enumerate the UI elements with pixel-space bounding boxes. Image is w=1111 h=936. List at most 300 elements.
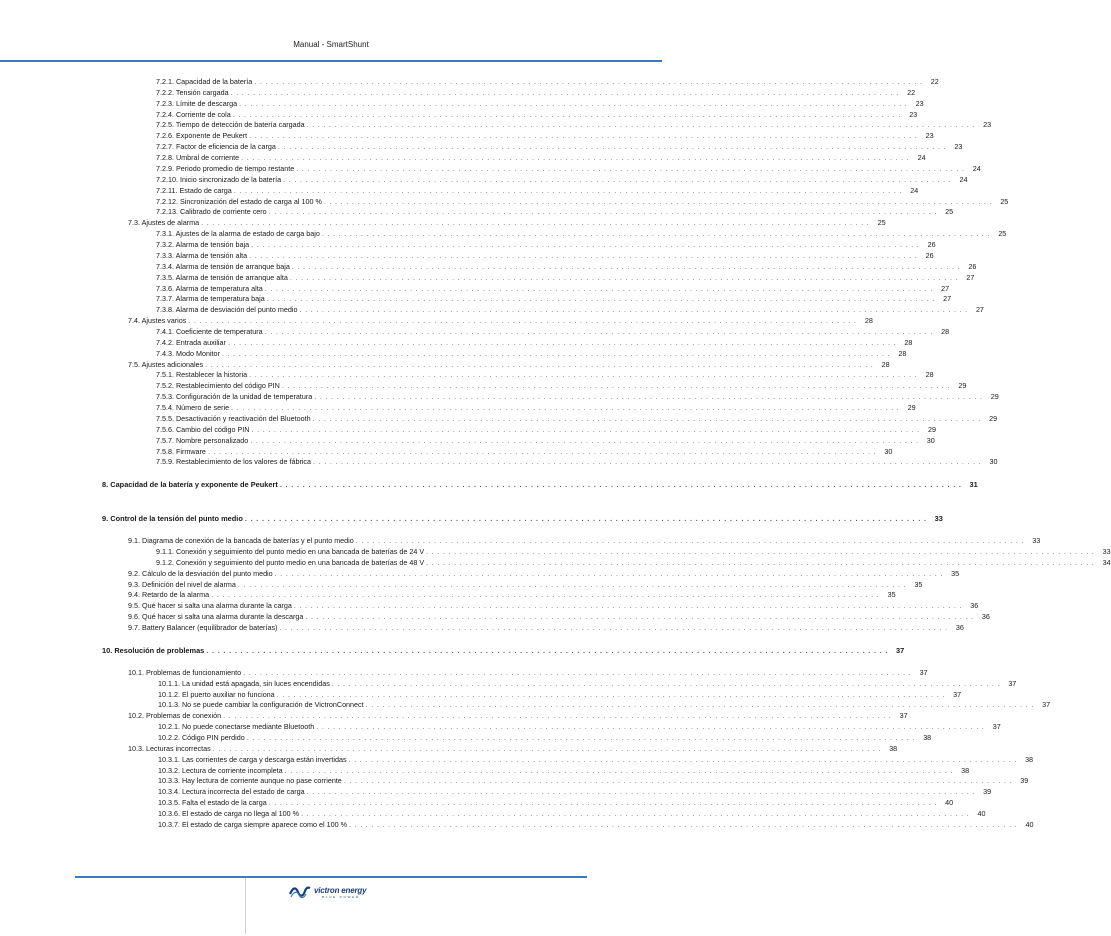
toc-entry-title bbox=[128, 217, 199, 228]
toc-entry-number: 10. bbox=[102, 645, 113, 655]
toc-entry-title bbox=[156, 435, 248, 446]
toc-entry-title bbox=[156, 348, 220, 359]
toc-entry[interactable] bbox=[128, 359, 890, 370]
toc-page-number: 28 bbox=[864, 316, 873, 326]
footer-divider-left bbox=[75, 876, 245, 878]
toc-entry-number: 7.2.2. bbox=[156, 87, 174, 97]
toc-entry-text: Factor de eficiencia de la carga bbox=[175, 142, 276, 152]
toc-chapter-entry[interactable] bbox=[102, 645, 905, 656]
toc-page-number: 37 bbox=[992, 722, 1001, 732]
toc-dot-leader: . . . . . . . . . . . . . . . . . . . . . . . . . . . . . . . . . . . . . . . . . . . . . . . . . . . . . . . . . . . . . . . . . . . . . . . . . . . . . . . . . . . . . . . . . . . . . . . . . . . . . . . . . . . . . . . . . . . . . . . . bbox=[251, 240, 920, 250]
toc-entry[interactable] bbox=[156, 76, 939, 87]
toc-entry-number: 10.1. bbox=[128, 667, 144, 677]
toc-page-number: 23 bbox=[954, 142, 963, 152]
toc-entry[interactable] bbox=[156, 348, 907, 359]
toc-page-number: 36 bbox=[981, 612, 990, 622]
toc-entry-title bbox=[158, 786, 305, 797]
toc-entry[interactable] bbox=[128, 611, 990, 622]
toc-entry[interactable] bbox=[158, 754, 1034, 765]
toc-dot-leader: . . . . . . . . . . . . . . . . . . . . . . . . . . . . . . . . . . . . . . . . . . . . . . . . . . . . . . . . . . . . . . . . . . . . . . . . . . . . . . . . . . . . . . . . . . . . . . . . . . . . . . . . . . . . . . . . . . . . . . . . bbox=[268, 207, 938, 217]
toc-entry-title bbox=[158, 775, 342, 786]
toc-entry-number: 7.5.4. bbox=[156, 403, 174, 413]
toc-entry-text: Alarma de desviación del punto medio bbox=[175, 305, 298, 315]
toc-entry[interactable] bbox=[156, 446, 893, 457]
toc-dot-leader: . . . . . . . . . . . . . . . . . . . . . . . . . . . . . . . . . . . . . . . . . . . . . . . . . . . . . . . . . . . . . . . . . . . . . . . . . . . . . . . . . . . . . . . . . . . . . . . . . . . . . . . . . . . . . . . . . . . . . . . . bbox=[323, 196, 993, 206]
toc-entry-text: La unidad está apagada, sin luces encendidas bbox=[181, 678, 330, 688]
toc-entry-text: Estado de carga bbox=[179, 185, 232, 195]
page-header bbox=[0, 0, 662, 62]
toc-dot-leader: . . . . . . . . . . . . . . . . . . . . . . . . . . . . . . . . . . . . . . . . . . . . . . . . . . . . . . . . . . . . . . . . . . . . . . . . . . . . . . . . . . . . . . . . . . . . . . . . . . . . . . . . . . . . . . . . . . . . . . . . bbox=[279, 480, 962, 490]
toc-page-number: 26 bbox=[968, 261, 977, 271]
toc-entry[interactable] bbox=[158, 765, 970, 776]
toc-dot-leader: . . . . . . . . . . . . . . . . . . . . . . . . . . . . . . . . . . . . . . . . . . . . . . . . . . . . . . . . . . . . . . . . . . . . . . . . . . . . . . . . . . . . . . . . . . . . . . . . . . . . . . . . . . . . . . . . . . . . . . . . bbox=[331, 678, 1001, 688]
toc-entry[interactable] bbox=[158, 808, 986, 819]
toc-entry-number: 7.2.13. bbox=[156, 207, 178, 217]
toc-entry-text: Firmware bbox=[175, 446, 206, 456]
toc-entry-title bbox=[156, 413, 311, 424]
toc-dot-leader: . . . . . . . . . . . . . . . . . . . . . . . . . . . . . . . . . . . . . . . . . . . . . . . . . . . . . . . . . . . . . . . . . . . . . . . . . . . . . . . . . . . . . . . . . . . . . . . . . . . . . . . . . . . . . . . . . . . . . . . . bbox=[293, 601, 963, 611]
toc-entry-number: 7.3.3. bbox=[156, 250, 174, 260]
toc-entry-title bbox=[156, 446, 206, 457]
toc-entry[interactable] bbox=[128, 315, 873, 326]
toc-dot-leader: . . . . . . . . . . . . . . . . . . . . . . . . . . . . . . . . . . . . . . . . . . . . . . . . . . . . . . . . . . . . . . . . . . . . . . . . . . . . . . . . . . . . . . . . . . . . . . . . . . . . . . . . . . . . . . . . . . . . . . . . bbox=[314, 392, 983, 402]
toc-entry[interactable] bbox=[156, 250, 934, 261]
toc-entry[interactable] bbox=[128, 600, 979, 611]
toc-page-number: 26 bbox=[925, 250, 934, 260]
toc-dot-leader: . . . . . . . . . . . . . . . . . . . . . . . . . . . . . . . . . . . . . . . . . . . . . . . . . . . . . . . . . . . . . . . . . . . . . . . . . . . . . . . . . . . . . . . . . . . . . . . . . . . . . . . . . . . . . . . . . . . . . . . . bbox=[206, 645, 889, 655]
toc-entry-text: Exponente de Peukert bbox=[175, 131, 248, 141]
victron-wave-icon bbox=[289, 885, 311, 899]
toc-entry-number: 9.1.1. bbox=[156, 546, 174, 556]
toc-dot-leader: . . . . . . . . . . . . . . . . . . . . . . . . . . . . . . . . . . . . . . . . . . . . . . . . . . . . . . . . . . . . . . . . . . . . . . . . . . . . . . . . . . . . . . . . . . . . . . . . . . . . . . . . . . . . . . . . . . . . . . . . bbox=[264, 327, 934, 336]
toc-entry-number: 7.3. bbox=[128, 218, 140, 228]
toc-entry-number: 10.3.4. bbox=[158, 787, 180, 797]
toc-entry[interactable] bbox=[156, 228, 1007, 239]
toc-entry-title bbox=[128, 359, 203, 370]
toc-entry[interactable] bbox=[156, 456, 998, 467]
toc-page-number: 23 bbox=[915, 98, 924, 108]
toc-entry-text: Inicio sincronizado de la batería bbox=[179, 174, 282, 184]
toc-page-number: 29 bbox=[989, 413, 998, 423]
toc-entry-number: 10.1.1. bbox=[158, 678, 180, 688]
toc-entry-title bbox=[156, 304, 297, 315]
toc-entry-number: 7.2.7. bbox=[156, 142, 174, 152]
toc-dot-leader: . . . . . . . . . . . . . . . . . . . . . . . . . . . . . . . . . . . . . . . . . . . . . . . . . . . . . . . . . . . . . . . . . . . . . . . . . . . . . . . . . . . . . . . . . . . . . . . . . . . . . . . . . . . . . . . . . . . . . . . . bbox=[426, 557, 1095, 567]
toc-entry-number: 7.5.5. bbox=[156, 413, 174, 423]
toc-entry[interactable] bbox=[156, 109, 918, 120]
toc-page-number: 28 bbox=[925, 370, 934, 380]
toc-dot-leader: . . . . . . . . . . . . . . . . . . . . . . . . . . . . . . . . . . . . . . . . . . . . . . . . . . . . . . . . . . . . . . . . . . . . . . . . . . . . . . . . . . . . . . . . . . . . . . . . . . . . . . . . . . . . . . . . . . . . . . . . bbox=[276, 689, 946, 699]
toc-dot-leader: . . . . . . . . . . . . . . . . . . . . . . . . . . . . . . . . . . . . . . . . . . . . . . . . . . . . . . . . . . . . . . . . . . . . . . . . . . . . . . . . . . . . . . . . . . . . . . . . . . . . . . . . . . . . . . . . . . . . . . . . bbox=[301, 809, 970, 819]
toc-entry-text: Sincronización del estado de carga al 100 % bbox=[179, 196, 322, 206]
toc-dot-leader: . . . . . . . . . . . . . . . . . . . . . . . . . . . . . . . . . . . . . . . . . . . . . . . . . . . . . . . . . . . . . . . . . . . . . . . . . . . . . . . . . . . . . . . . . . . . . . . . . . . . . . . . . . . . . . . . . . . . . . . . bbox=[316, 722, 985, 732]
toc-entry[interactable] bbox=[156, 413, 998, 424]
toc-dot-leader: . . . . . . . . . . . . . . . . . . . . . . . . . . . . . . . . . . . . . . . . . . . . . . . . . . . . . . . . . . . . . . . . . . . . . . . . . . . . . . . . . . . . . . . . . . . . . . . . . . . . . . . . . . . . . . . . . . . . . . . . bbox=[249, 131, 918, 141]
toc-entry-number: 7.3.1. bbox=[156, 229, 174, 239]
toc-dot-leader: . . . . . . . . . . . . . . . . . . . . . . . . . . . . . . . . . . . . . . . . . . . . . . . . . . . . . . . . . . . . . . . . . . . . . . . . . . . . . . . . . . . . . . . . . . . . . . . . . . . . . . . . . . . . . . . . . . . . . . . . bbox=[281, 381, 951, 391]
toc-entry-number: 7.3.5. bbox=[156, 272, 174, 282]
toc-entry[interactable] bbox=[128, 710, 908, 721]
toc-entry[interactable] bbox=[128, 622, 964, 633]
toc-entry-number: 10.2.1. bbox=[158, 722, 180, 732]
toc-entry-text: Calibrado de corriente cero bbox=[179, 207, 267, 217]
toc-entry[interactable] bbox=[156, 304, 984, 315]
toc-entry-title bbox=[156, 141, 276, 152]
toc-entry[interactable] bbox=[156, 206, 954, 217]
toc-dot-leader: . . . . . . . . . . . . . . . . . . . . . . . . . . . . . . . . . . . . . . . . . . . . . . . . . . . . . . . . . . . . . . . . . . . . . . . . . . . . . . . . . . . . . . . . . . . . . . . . . . . . . . . . . . . . . . . . . . . . . . . . bbox=[254, 77, 923, 86]
toc-page-number: 29 bbox=[958, 381, 967, 391]
brand-tagline: BLUE POWER bbox=[322, 894, 361, 899]
toc-entry-text: Desactivación y reactivación del Bluetooth bbox=[175, 413, 311, 423]
toc-entry-number: 10.3. bbox=[128, 743, 144, 753]
toc-entry[interactable] bbox=[156, 98, 924, 109]
toc-dot-leader: . . . . . . . . . . . . . . . . . . . . . . . . . . . . . . . . . . . . . . . . . . . . . . . . . . . . . . . . . . . . . . . . . . . . . . . . . . . . . . . . . . . . . . . . . . . . . . . . . . . . . . . . . . . . . . . . . . . . . . . . bbox=[283, 174, 952, 184]
toc-entry[interactable] bbox=[158, 678, 1017, 689]
toc-entry-title bbox=[158, 797, 267, 808]
toc-page-number: 37 bbox=[899, 711, 908, 721]
toc-page-number: 23 bbox=[983, 120, 992, 130]
toc-dot-leader: . . . . . . . . . . . . . . . . . . . . . . . . . . . . . . . . . . . . . . . . . . . . . . . . . . . . . . . . . . . . . . . . . . . . . . . . . . . . . . . . . . . . . . . . . . . . . . . . . . . . . . . . . . . . . . . . . . . . . . . . bbox=[207, 446, 877, 456]
toc-dot-leader: . . . . . . . . . . . . . . . . . . . . . . . . . . . . . . . . . . . . . . . . . . . . . . . . . . . . . . . . . . . . . . . . . . . . . . . . . . . . . . . . . . . . . . . . . . . . . . . . . . . . . . . . . . . . . . . . . . . . . . . . bbox=[277, 142, 947, 152]
toc-entry-number: 10.3.5. bbox=[158, 798, 180, 808]
toc-dot-leader: . . . . . . . . . . . . . . . . . . . . . . . . . . . . . . . . . . . . . . . . . . . . . . . . . . . . . . . . . . . . . . . . . . . . . . . . . . . . . . . . . . . . . . . . . . . . . . . . . . . . . . . . . . . . . . . . . . . . . . . . bbox=[223, 711, 892, 721]
toc-entry[interactable] bbox=[156, 87, 916, 98]
toc-entry[interactable] bbox=[158, 797, 954, 808]
toc-entry-number: 7.3.2. bbox=[156, 240, 174, 250]
toc-entry-text: Modo Monitor bbox=[175, 348, 220, 358]
toc-entry-number: 9.1. bbox=[128, 536, 140, 546]
toc-entry-title bbox=[156, 98, 237, 109]
toc-entry-title bbox=[158, 689, 275, 700]
toc-dot-leader: . . . . . . . . . . . . . . . . . . . . . . . . . . . . . . . . . . . . . . . . . . . . . . . . . . . . . . . . . . . . . . . . . . . . . . . . . . . . . . . . . . . . . . . . . . . . . . . . . . . . . . . . . . . . . . . . . . . . . . . . bbox=[244, 514, 927, 524]
toc-page-number: 37 bbox=[919, 667, 928, 677]
toc-entry-title bbox=[128, 600, 292, 611]
toc-entry-text: Tiempo de detección de batería cargada bbox=[175, 120, 305, 130]
toc-entry[interactable] bbox=[128, 535, 1041, 546]
toc-dot-leader: . . . . . . . . . . . . . . . . . . . . . . . . . . . . . . . . . . . . . . . . . . . . . . . . . . . . . . . . . . . . . . . . . . . . . . . . . . . . . . . . . . . . . . . . . . . . . . . . . . . . . . . . . . . . . . . . . . . . . . . . bbox=[426, 546, 1095, 556]
toc-page-number: 22 bbox=[907, 87, 916, 97]
toc-entry[interactable] bbox=[156, 369, 934, 380]
toc-entry-title bbox=[156, 119, 305, 130]
toc-dot-leader: . . . . . . . . . . . . . . . . . . . . . . . . . . . . . . . . . . . . . . . . . . . . . . . . . . . . . . . . . . . . . . . . . . . . . . . . . . . . . . . . . . . . . . . . . . . . . . . . . . . . . . . . . . . . . . . . . . . . . . . . bbox=[348, 754, 1018, 764]
toc-entry-title bbox=[156, 546, 424, 557]
toc-dot-leader: . . . . . . . . . . . . . . . . . . . . . . . . . . . . . . . . . . . . . . . . . . . . . . . . . . . . . . . . . . . . . . . . . . . . . . . . . . . . . . . . . . . . . . . . . . . . . . . . . . . . . . . . . . . . . . . . . . . . . . . . bbox=[212, 743, 882, 753]
toc-entry-number: 10.2. bbox=[128, 711, 144, 721]
toc-entry-title bbox=[156, 557, 424, 568]
toc-page-number: 33 bbox=[1102, 546, 1111, 556]
toc-page-number: 35 bbox=[887, 590, 896, 600]
toc-entry[interactable] bbox=[156, 546, 1111, 557]
toc-entry-number: 7.3.4. bbox=[156, 261, 174, 271]
toc-entry-number: 7.2.3. bbox=[156, 98, 174, 108]
toc-entry-number: 8. bbox=[102, 480, 109, 490]
toc-entry-title bbox=[128, 579, 236, 590]
toc-entry[interactable] bbox=[156, 163, 981, 174]
toc-entry-text: Umbral de corriente bbox=[175, 153, 240, 163]
toc-entry[interactable] bbox=[128, 667, 928, 678]
toc-entry[interactable] bbox=[156, 141, 963, 152]
toc-entry[interactable] bbox=[156, 239, 936, 250]
toc-entry-text: Restablecimiento del código PIN bbox=[175, 381, 280, 391]
footer-separator bbox=[245, 878, 246, 934]
toc-entry-text: Qué hacer si salta una alarma durante la descarga bbox=[142, 612, 304, 622]
toc-entry[interactable] bbox=[156, 557, 1111, 568]
toc-entry-title bbox=[156, 261, 290, 272]
toc-dot-leader: . . . . . . . . . . . . . . . . . . . . . . . . . . . . . . . . . . . . . . . . . . . . . . . . . . . . . . . . . . . . . . . . . . . . . . . . . . . . . . . . . . . . . . . . . . . . . . . . . . . . . . . . . . . . . . . . . . . . . . . . bbox=[289, 272, 959, 282]
toc-entry-text: Lecturas incorrectas bbox=[146, 743, 211, 753]
toc-entry-number: 7.5.8. bbox=[156, 446, 174, 456]
toc-dot-leader: . . . . . . . . . . . . . . . . . . . . . . . . . . . . . . . . . . . . . . . . . . . . . . . . . . . . . . . . . . . . . . . . . . . . . . . . . . . . . . . . . . . . . . . . . . . . . . . . . . . . . . . . . . . . . . . . . . . . . . . . bbox=[249, 250, 918, 260]
toc-entry[interactable] bbox=[158, 689, 962, 700]
toc-page-number: 28 bbox=[898, 348, 907, 358]
toc-entry[interactable] bbox=[156, 185, 919, 196]
toc-entry-title bbox=[156, 185, 232, 196]
toc-entry-text: Alarma de temperatura alta bbox=[175, 283, 263, 293]
toc-entry-title bbox=[156, 239, 249, 250]
toc-page-number: 28 bbox=[941, 327, 950, 336]
toc-dot-leader: . . . . . . . . . . . . . . . . . . . . . . . . . . . . . . . . . . . . . . . . . . . . . . . . . . . . . . . . . . . . . . . . . . . . . . . . . . . . . . . . . . . . . . . . . . . . . . . . . . . . . . . . . . . . . . . . . . . . . . . . bbox=[343, 776, 1013, 786]
toc-dot-leader: . . . . . . . . . . . . . . . . . . . . . . . . . . . . . . . . . . . . . . . . . . . . . . . . . . . . . . . . . . . . . . . . . . . . . . . . . . . . . . . . . . . . . . . . . . . . . . . . . . . . . . . . . . . . . . . . . . . . . . . . bbox=[365, 700, 1035, 710]
toc-entry-text: Problemas de conexión bbox=[146, 711, 222, 721]
toc-entry-number: 7.2.12. bbox=[156, 196, 178, 206]
toc-entry-title bbox=[156, 163, 294, 174]
toc-entry-title bbox=[156, 293, 265, 304]
toc-entry-text: Conexión y seguimiento del punto medio en una bancada de baterías de 48 V bbox=[175, 557, 425, 567]
toc-entry[interactable] bbox=[156, 391, 999, 402]
toc-entry[interactable] bbox=[156, 152, 926, 163]
toc-entry-number: 9.1.2. bbox=[156, 557, 174, 567]
toc-entry-text: Límite de descarga bbox=[175, 98, 238, 108]
toc-entry-title bbox=[158, 732, 245, 743]
toc-page-number: 34 bbox=[1102, 557, 1111, 567]
toc-page-number: 27 bbox=[943, 294, 952, 304]
toc-entry[interactable] bbox=[156, 119, 992, 130]
toc-entry-text: Cálculo de la desviación del punto medio bbox=[142, 568, 273, 578]
toc-page-number: 37 bbox=[1008, 678, 1017, 688]
toc-entry-text: Retardo de la alarma bbox=[142, 590, 210, 600]
toc-entry-number: 10.1.3. bbox=[158, 700, 180, 710]
header-divider bbox=[0, 60, 662, 62]
toc-entry-number: 7.4.1. bbox=[156, 327, 174, 336]
toc-entry[interactable] bbox=[158, 699, 1051, 710]
page-footer bbox=[0, 870, 662, 936]
toc-entry-text: Definición del nivel de alarma bbox=[142, 579, 236, 589]
toc-entry-number: 7.5. bbox=[128, 359, 140, 369]
toc-entry[interactable] bbox=[156, 380, 967, 391]
toc-entry[interactable] bbox=[156, 283, 950, 294]
toc-entry[interactable] bbox=[128, 589, 896, 600]
toc-page-number: 25 bbox=[945, 207, 954, 217]
toc-entry-number: 7.5.2. bbox=[156, 381, 174, 391]
toc-entry-title bbox=[156, 109, 231, 120]
toc-entry-text: Diagrama de conexión de la bancada de baterías y el punto medio bbox=[142, 536, 354, 546]
toc-page-number: 24 bbox=[910, 185, 919, 195]
toc-page-number: 40 bbox=[977, 809, 986, 819]
toc-entry-text: El estado de carga no llega al 100 % bbox=[181, 809, 300, 819]
toc-entry-text: Coeficiente de temperatura bbox=[175, 327, 263, 336]
toc-page-number: 25 bbox=[1000, 196, 1009, 206]
toc-page-number: 38 bbox=[923, 732, 932, 742]
toc-entry-title bbox=[156, 76, 252, 87]
toc-dot-leader: . . . . . . . . . . . . . . . . . . . . . . . . . . . . . . . . . . . . . . . . . . . . . . . . . . . . . . . . . . . . . . . . . . . . . . . . . . . . . . . . . . . . . . . . . . . . . . . . . . . . . . . . . . . . . . . . . . . . . . . . bbox=[251, 424, 920, 434]
toc-dot-leader: . . . . . . . . . . . . . . . . . . . . . . . . . . . . . . . . . . . . . . . . . . . . . . . . . . . . . . . . . . . . . . . . . . . . . . . . . . . . . . . . . . . . . . . . . . . . . . . . . . . . . . . . . . . . . . . . . . . . . . . . bbox=[274, 568, 944, 578]
toc-dot-leader: . . . . . . . . . . . . . . . . . . . . . . . . . . . . . . . . . . . . . . . . . . . . . . . . . . . . . . . . . . . . . . . . . . . . . . . . . . . . . . . . . . . . . . . . . . . . . . . . . . . . . . . . . . . . . . . . . . . . . . . . bbox=[211, 590, 880, 600]
toc-page-number: 36 bbox=[970, 601, 979, 611]
brand-name: victron energy bbox=[314, 885, 367, 895]
toc-page-number: 25 bbox=[877, 218, 886, 228]
toc-entry[interactable] bbox=[128, 217, 886, 228]
toc-dot-leader: . . . . . . . . . . . . . . . . . . . . . . . . . . . . . . . . . . . . . . . . . . . . . . . . . . . . . . . . . . . . . . . . . . . . . . . . . . . . . . . . . . . . . . . . . . . . . . . . . . . . . . . . . . . . . . . . . . . . . . . . bbox=[243, 667, 912, 677]
toc-dot-leader: . . . . . . . . . . . . . . . . . . . . . . . . . . . . . . . . . . . . . . . . . . . . . . . . . . . . . . . . . . . . . . . . . . . . . . . . . . . . . . . . . . . . . . . . . . . . . . . . . . . . . . . . . . . . . . . . . . . . . . . . bbox=[349, 819, 1018, 829]
toc-entry[interactable] bbox=[158, 786, 992, 797]
toc-page-number: 39 bbox=[1020, 776, 1029, 786]
toc-entry-title bbox=[102, 479, 278, 490]
toc-entry-number: 9.7. bbox=[128, 623, 140, 633]
toc-entry-number: 7.2.4. bbox=[156, 109, 174, 119]
toc-entry-text: Restablecer la historia bbox=[175, 370, 248, 380]
toc-entry-text: No puede conectarse mediante Bluetooth bbox=[181, 722, 315, 732]
toc-entry-title bbox=[158, 721, 314, 732]
toc-page-number: 35 bbox=[951, 568, 960, 578]
toc-dot-leader: . . . . . . . . . . . . . . . . . . . . . . . . . . . . . . . . . . . . . . . . . . . . . . . . . . . . . . . . . . . . . . . . . . . . . . . . . . . . . . . . . . . . . . . . . . . . . . . . . . . . . . . . . . . . . . . . . . . . . . . . bbox=[188, 316, 857, 326]
toc-entry[interactable] bbox=[158, 721, 1001, 732]
toc-entry-title bbox=[102, 513, 243, 524]
toc-entry[interactable] bbox=[158, 775, 1029, 786]
toc-dot-leader: . . . . . . . . . . . . . . . . . . . . . . . . . . . . . . . . . . . . . . . . . . . . . . . . . . . . . . . . . . . . . . . . . . . . . . . . . . . . . . . . . . . . . . . . . . . . . . . . . . . . . . . . . . . . . . . . . . . . . . . . bbox=[321, 229, 991, 239]
toc-entry-text: Número de serie bbox=[175, 403, 230, 413]
toc-entry-number: 7.2.6. bbox=[156, 131, 174, 141]
toc-entry[interactable] bbox=[156, 293, 952, 304]
toc-entry-text: El puerto auxiliar no funciona bbox=[181, 689, 275, 699]
toc-entry-number: 7.3.7. bbox=[156, 294, 174, 304]
toc-dot-leader: . . . . . . . . . . . . . . . . . . . . . . . . . . . . . . . . . . . . . . . . . . . . . . . . . . . . . . . . . . . . . . . . . . . . . . . . . . . . . . . . . . . . . . . . . . . . . . . . . . . . . . . . . . . . . . . . . . . . . . . . bbox=[305, 612, 974, 622]
toc-dot-leader: . . . . . . . . . . . . . . . . . . . . . . . . . . . . . . . . . . . . . . . . . . . . . . . . . . . . . . . . . . . . . . . . . . . . . . . . . . . . . . . . . . . . . . . . . . . . . . . . . . . . . . . . . . . . . . . . . . . . . . . . bbox=[249, 370, 918, 380]
toc-entry[interactable] bbox=[158, 732, 932, 743]
toc-entry[interactable] bbox=[156, 326, 950, 337]
toc-entry-number: 9. bbox=[102, 514, 109, 524]
toc-entry-text: Capacidad de la batería bbox=[175, 77, 253, 86]
toc-dot-leader: . . . . . . . . . . . . . . . . . . . . . . . . . . . . . . . . . . . . . . . . . . . . . . . . . . . . . . . . . . . . . . . . . . . . . . . . . . . . . . . . . . . . . . . . . . . . . . . . . . . . . . . . . . . . . . . . . . . . . . . . bbox=[232, 109, 902, 119]
toc-page-number: 40 bbox=[945, 798, 954, 808]
toc-entry-number: 7.4.2. bbox=[156, 337, 174, 347]
toc-entry-title bbox=[156, 337, 226, 348]
toc-dot-leader: . . . . . . . . . . . . . . . . . . . . . . . . . . . . . . . . . . . . . . . . . . . . . . . . . . . . . . . . . . . . . . . . . . . . . . . . . . . . . . . . . . . . . . . . . . . . . . . . . . . . . . . . . . . . . . . . . . . . . . . . bbox=[296, 163, 965, 173]
toc-entry-title bbox=[128, 535, 354, 546]
toc-page-number: 29 bbox=[907, 403, 916, 413]
toc-dot-leader: . . . . . . . . . . . . . . . . . . . . . . . . . . . . . . . . . . . . . . . . . . . . . . . . . . . . . . . . . . . . . . . . . . . . . . . . . . . . . . . . . . . . . . . . . . . . . . . . . . . . . . . . . . . . . . . . . . . . . . . . bbox=[205, 359, 874, 369]
toc-dot-leader: . . . . . . . . . . . . . . . . . . . . . . . . . . . . . . . . . . . . . . . . . . . . . . . . . . . . . . . . . . . . . . . . . . . . . . . . . . . . . . . . . . . . . . . . . . . . . . . . . . . . . . . . . . . . . . . . . . . . . . . . bbox=[221, 348, 891, 358]
toc-chapter-entry[interactable] bbox=[102, 513, 943, 524]
toc-entry-text: Restablecimiento de los valores de fábrica bbox=[175, 457, 312, 467]
toc-dot-leader: . . . . . . . . . . . . . . . . . . . . . . . . . . . . . . . . . . . . . . . . . . . . . . . . . . . . . . . . . . . . . . . . . . . . . . . . . . . . . . . . . . . . . . . . . . . . . . . . . . . . . . . . . . . . . . . . . . . . . . . . bbox=[201, 218, 870, 228]
toc-dot-leader: . . . . . . . . . . . . . . . . . . . . . . . . . . . . . . . . . . . . . . . . . . . . . . . . . . . . . . . . . . . . . . . . . . . . . . . . . . . . . . . . . . . . . . . . . . . . . . . . . . . . . . . . . . . . . . . . . . . . . . . . bbox=[239, 98, 908, 108]
toc-entry-title bbox=[128, 710, 221, 721]
toc-dot-leader: . . . . . . . . . . . . . . . . . . . . . . . . . . . . . . . . . . . . . . . . . . . . . . . . . . . . . . . . . . . . . . . . . . . . . . . . . . . . . . . . . . . . . . . . . . . . . . . . . . . . . . . . . . . . . . . . . . . . . . . . bbox=[355, 536, 1025, 546]
toc-entry[interactable] bbox=[156, 261, 977, 272]
toc-entry[interactable] bbox=[156, 337, 913, 348]
toc-entry-text: Battery Balancer (equilibrador de baterías) bbox=[142, 623, 278, 633]
toc-entry-title bbox=[158, 808, 299, 819]
toc-entry-text: El estado de carga siempre aparece como el 100 % bbox=[181, 819, 347, 829]
toc-entry-text: Alarma de tensión alta bbox=[175, 250, 248, 260]
toc-entry-text: Capacidad de la batería y exponente de Peukert bbox=[110, 480, 278, 490]
toc-chapter-entry[interactable] bbox=[102, 479, 978, 490]
toc-entry-text: Ajustes de la alarma de estado de carga bajo bbox=[175, 229, 320, 239]
toc-entry-title bbox=[158, 699, 364, 710]
toc-entry-number: 7.5.1. bbox=[156, 370, 174, 380]
toc-entry-text: Las corrientes de carga y descarga están invertidas bbox=[181, 754, 347, 764]
toc-entry-text: No se puede cambiar la configuración de VictronConnect bbox=[181, 700, 364, 710]
toc-entry[interactable] bbox=[156, 424, 936, 435]
toc-entry-title bbox=[156, 228, 320, 239]
toc-entry-number: 7.2.10. bbox=[156, 174, 178, 184]
toc-page-number: 30 bbox=[989, 457, 998, 467]
toc-entry-number: 10.3.6. bbox=[158, 809, 180, 819]
toc-entry[interactable] bbox=[128, 579, 923, 590]
toc-entry[interactable] bbox=[156, 196, 1009, 207]
toc-entry-title bbox=[156, 456, 311, 467]
toc-entry-text: Alarma de tensión baja bbox=[175, 240, 250, 250]
toc-dot-leader: . . . . . . . . . . . . . . . . . . . . . . . . . . . . . . . . . . . . . . . . . . . . . . . . . . . . . . . . . . . . . . . . . . . . . . . . . . . . . . . . . . . . . . . . . . . . . . . . . . . . . . . . . . . . . . . . . . . . . . . . bbox=[250, 435, 919, 445]
toc-entry-text: Configuración de la unidad de temperatura bbox=[175, 392, 313, 402]
toc-entry[interactable] bbox=[156, 402, 916, 413]
toc-entry[interactable] bbox=[158, 819, 1034, 830]
toc-entry[interactable] bbox=[128, 568, 960, 579]
toc-dot-leader: . . . . . . . . . . . . . . . . . . . . . . . . . . . . . . . . . . . . . . . . . . . . . . . . . . . . . . . . . . . . . . . . . . . . . . . . . . . . . . . . . . . . . . . . . . . . . . . . . . . . . . . . . . . . . . . . . . . . . . . . bbox=[266, 294, 936, 304]
toc-entry-title bbox=[156, 130, 247, 141]
toc-dot-leader: . . . . . . . . . . . . . . . . . . . . . . . . . . . . . . . . . . . . . . . . . . . . . . . . . . . . . . . . . . . . . . . . . . . . . . . . . . . . . . . . . . . . . . . . . . . . . . . . . . . . . . . . . . . . . . . . . . . . . . . . bbox=[237, 579, 907, 589]
toc-page-number: 28 bbox=[881, 359, 890, 369]
toc-dot-leader: . . . . . . . . . . . . . . . . . . . . . . . . . . . . . . . . . . . . . . . . . . . . . . . . . . . . . . . . . . . . . . . . . . . . . . . . . . . . . . . . . . . . . . . . . . . . . . . . . . . . . . . . . . . . . . . . . . . . . . . . bbox=[268, 798, 938, 808]
toc-page-number: 31 bbox=[969, 480, 978, 490]
toc-page-number: 36 bbox=[955, 623, 964, 633]
toc-entry-text: Lectura incorrecta del estado de carga bbox=[181, 787, 305, 797]
toc-page-number: 37 bbox=[953, 689, 962, 699]
toc-dot-leader: . . . . . . . . . . . . . . . . . . . . . . . . . . . . . . . . . . . . . . . . . . . . . . . . . . . . . . . . . . . . . . . . . . . . . . . . . . . . . . . . . . . . . . . . . . . . . . . . . . . . . . . . . . . . . . . . . . . . . . . . bbox=[230, 87, 900, 97]
toc-page-number: 28 bbox=[904, 337, 913, 347]
toc-entry-text: Alarma de tensión de arranque baja bbox=[175, 261, 290, 271]
toc-entry-number: 7.5.6. bbox=[156, 424, 174, 434]
toc-page-number: 27 bbox=[941, 283, 950, 293]
toc-dot-leader: . . . . . . . . . . . . . . . . . . . . . . . . . . . . . . . . . . . . . . . . . . . . . . . . . . . . . . . . . . . . . . . . . . . . . . . . . . . . . . . . . . . . . . . . . . . . . . . . . . . . . . . . . . . . . . . . . . . . . . . . bbox=[291, 261, 961, 271]
toc-entry[interactable] bbox=[128, 743, 898, 754]
toc-entry-number: 9.2. bbox=[128, 568, 140, 578]
toc-entry-text: Hay lectura de corriente aunque no pase corriente bbox=[181, 776, 342, 786]
toc-entry-number: 9.5. bbox=[128, 601, 140, 611]
toc-entry-text: Ajustes adicionales bbox=[141, 359, 204, 369]
toc-entry-text: Periodo promedio de tiempo restante bbox=[175, 163, 295, 173]
toc-page-number: 29 bbox=[927, 424, 936, 434]
toc-page-number: 37 bbox=[1042, 700, 1051, 710]
toc-entry-title bbox=[102, 645, 204, 656]
toc-page-number: 23 bbox=[925, 131, 934, 141]
toc-page-number: 22 bbox=[930, 77, 939, 86]
toc-page-number: 30 bbox=[884, 446, 893, 456]
toc-dot-leader: . . . . . . . . . . . . . . . . . . . . . . . . . . . . . . . . . . . . . . . . . . . . . . . . . . . . . . . . . . . . . . . . . . . . . . . . . . . . . . . . . . . . . . . . . . . . . . . . . . . . . . . . . . . . . . . . . . . . . . . . bbox=[233, 185, 903, 195]
toc-entry[interactable] bbox=[156, 435, 935, 446]
toc-entry[interactable] bbox=[156, 174, 968, 185]
toc-entry-text: Alarma de tensión de arranque alta bbox=[175, 272, 288, 282]
toc-entry-title bbox=[156, 380, 280, 391]
toc-entry[interactable] bbox=[156, 272, 975, 283]
toc-entry-number: 10.3.2. bbox=[158, 765, 180, 775]
toc-entry-title bbox=[156, 402, 229, 413]
toc-dot-leader: . . . . . . . . . . . . . . . . . . . . . . . . . . . . . . . . . . . . . . . . . . . . . . . . . . . . . . . . . . . . . . . . . . . . . . . . . . . . . . . . . . . . . . . . . . . . . . . . . . . . . . . . . . . . . . . . . . . . . . . . bbox=[227, 337, 897, 347]
toc-page-number: 27 bbox=[966, 272, 975, 282]
toc-entry-number: 7.2.8. bbox=[156, 153, 174, 163]
toc-entry-title bbox=[128, 743, 211, 754]
toc-entry[interactable] bbox=[156, 130, 934, 141]
